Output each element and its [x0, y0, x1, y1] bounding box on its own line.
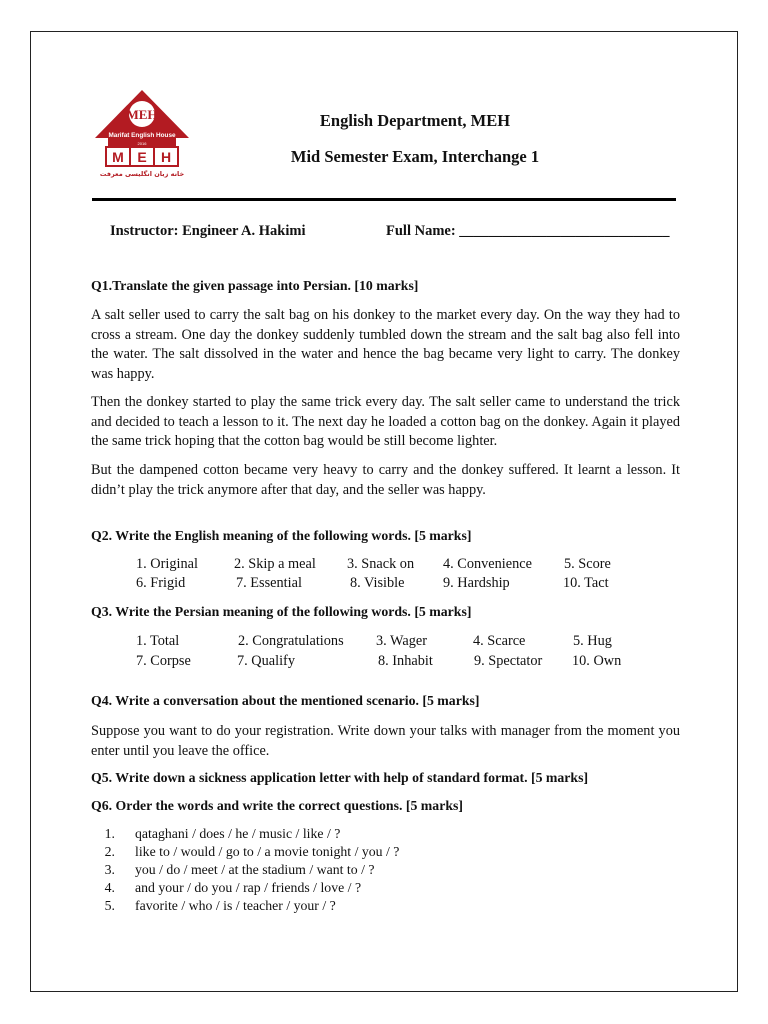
q2-word: 7. Essential	[236, 575, 302, 591]
instructor-label: Instructor: Engineer A. Hakimi	[110, 223, 306, 239]
q2-word: 5. Score	[564, 556, 611, 572]
q2-word: 6. Frigid	[136, 575, 186, 591]
q6-title: Q6. Order the words and write the correct questions. [5 marks]	[91, 798, 463, 813]
q3-word: 2. Congratulations	[238, 633, 344, 649]
list-item: 4. and your / do you / rap / friends / love / ?	[104, 880, 362, 895]
q3-word: 4. Scarce	[473, 633, 526, 649]
exam-title: Mid Semester Exam, Interchange 1	[290, 147, 540, 166]
q4-text: Suppose you want to do your registration. Write down your talks with manager from the moment you enter until you leave the office.	[91, 723, 680, 759]
q3-word: 10. Own	[572, 653, 622, 669]
q2-word: 9. Hardship	[443, 575, 510, 591]
q1-paragraph-3: But the dampened cotton became very heavy to carry and the donkey suffered. It learnt a lesson. It didn’t play the trick anymore after that day, and the seller was happy.	[91, 462, 680, 498]
department-title: English Department, MEH	[319, 111, 511, 130]
q1-paragraph-1: A salt seller used to carry the salt bag on his donkey to the market every day. On the way they had to cross a stream. One day the donkey suddenly tumbled down the stream and the salt bag also fell into the water. The salt dissolved in the water and hence the bag became very light to carry. The donkey was happy.	[91, 307, 680, 382]
q3-word: 5. Hug	[573, 633, 612, 649]
q1-paragraph-2: Then the donkey started to play the same trick every day. The salt seller came to understand the trick and decided to teach a lesson to it. The next day he loaded a cotton bag on the donkey. Again it played the same trick hoping that the cotton bag would be still become lighter.	[91, 394, 680, 449]
q3-word: 9. Spectator	[474, 653, 543, 669]
q2-word: 1. Original	[136, 556, 198, 572]
q1-title: Q1.Translate the given passage into Persian. [10 marks]	[91, 278, 419, 293]
q2-title: Q2. Write the English meaning of the following words. [5 marks]	[91, 528, 472, 543]
logo-abbr: MEH	[126, 107, 158, 122]
logo-letter-e: E	[137, 149, 147, 165]
q3-word: 8. Inhabit	[378, 653, 433, 669]
q3-word: 3. Wager	[376, 633, 427, 649]
q3-word: 7. Qualify	[237, 653, 295, 669]
logo-letter-m: M	[112, 149, 124, 165]
list-item: 2. like to / would / go to / a movie tonight / you / ?	[104, 844, 400, 859]
q2-word: 4. Convenience	[443, 556, 532, 572]
meh-logo	[92, 88, 192, 180]
q3-title: Q3. Write the Persian meaning of the following words. [5 marks]	[91, 604, 472, 619]
q2-word: 8. Visible	[350, 575, 405, 591]
q2-word: 3. Snack on	[347, 556, 415, 572]
q3-word: 1. Total	[136, 633, 180, 649]
header-divider	[92, 198, 676, 201]
list-item: 3. you / do / meet / at the stadium / want to / ?	[104, 862, 375, 877]
q5-title: Q5. Write down a sickness application letter with help of standard format. [5 marks]	[91, 770, 589, 785]
logo-year: 2016	[137, 141, 147, 146]
q2-word: 2. Skip a meal	[234, 556, 316, 572]
list-item: 5. favorite / who / is / teacher / your / ?	[104, 898, 336, 913]
full-name-field: Full Name: _____________________________	[386, 223, 670, 239]
q3-word: 7. Corpse	[136, 653, 191, 669]
logo-persian-name: خانه زبان انگلیسی معرفت	[99, 170, 185, 178]
list-item: 1. qataghani / does / he / music / like / ?	[104, 826, 341, 841]
logo-letter-h: H	[160, 149, 172, 165]
q4-title: Q4. Write a conversation about the mentioned scenario. [5 marks]	[91, 693, 480, 708]
q2-word: 10. Tact	[563, 575, 609, 591]
logo-name: Marifat English House	[108, 132, 176, 139]
